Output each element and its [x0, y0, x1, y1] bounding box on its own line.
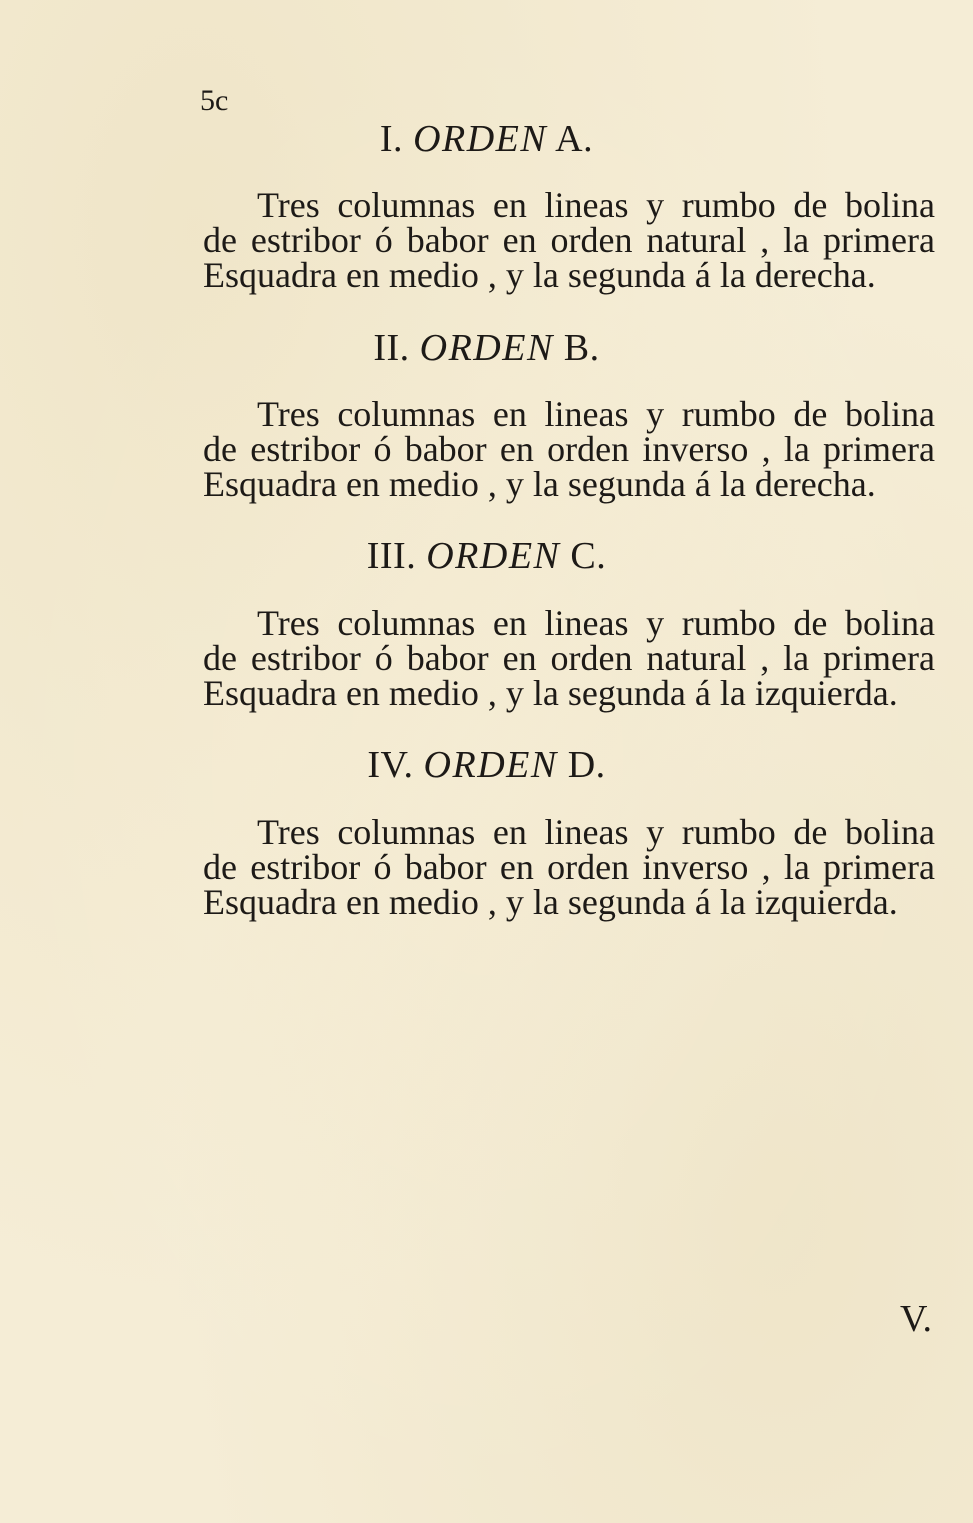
paragraph-line: Esquadra en medio , y la segunda á la izquierda.	[203, 882, 898, 922]
paragraph-line: de estribor ó babor en orden inverso , la primera	[203, 847, 935, 887]
paragraph-line: Tres columnas en lineas y rumbo de bolina	[257, 185, 935, 225]
heading-letter: B.	[563, 327, 600, 369]
paragraph-line: de estribor ó babor en orden natural , la primera	[203, 220, 935, 260]
heading-numeral: I.	[379, 118, 404, 160]
paragraph-line: Esquadra en medio , y la segunda á la derecha.	[203, 464, 876, 504]
paragraph-line: Tres columnas en lineas y rumbo de bolina	[257, 394, 935, 434]
heading-word: ORDEN	[426, 535, 561, 577]
paragraph-line: Esquadra en medio , y la segunda á la izquierda.	[203, 673, 898, 713]
section-paragraph-2	[203, 394, 935, 504]
page-number: 5c	[200, 84, 229, 117]
paragraph-line: Tres columnas en lineas y rumbo de bolina	[257, 812, 935, 852]
catchword: V.	[900, 1298, 933, 1340]
paragraph-line: de estribor ó babor en orden inverso , la primera	[203, 429, 935, 469]
section-heading-1	[0, 120, 973, 158]
heading-numeral: IV.	[367, 744, 414, 786]
heading-word: ORDEN	[423, 744, 558, 786]
section-heading-2	[0, 329, 973, 367]
heading-numeral: II.	[373, 327, 410, 369]
section-paragraph-1	[203, 185, 935, 295]
heading-word: ORDEN	[419, 327, 554, 369]
section-heading-4	[0, 746, 973, 784]
heading-letter: A.	[555, 118, 594, 160]
paragraph-line: Tres columnas en lineas y rumbo de bolina	[257, 603, 935, 643]
section-heading-3	[0, 537, 973, 575]
section-paragraph-4	[203, 812, 935, 922]
section-paragraph-3	[203, 603, 935, 713]
heading-numeral: III.	[366, 535, 417, 577]
heading-letter: C.	[570, 535, 607, 577]
heading-word: ORDEN	[413, 118, 548, 160]
heading-letter: D.	[567, 744, 606, 786]
paragraph-line: de estribor ó babor en orden natural , la primera	[203, 638, 935, 678]
paragraph-line: Esquadra en medio , y la segunda á la derecha.	[203, 255, 876, 295]
